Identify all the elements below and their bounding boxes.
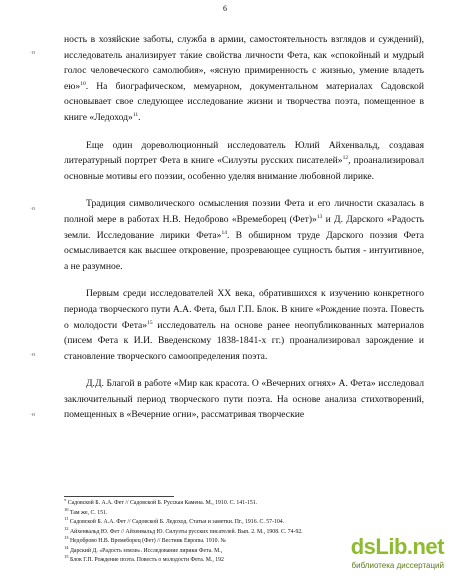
- paragraph: ность в хозяйские заботы, служба в армии, самостоятельность взглядов и суждений), исследователь анализирует та́кие свойства личности Фета, как «спокойный и мудрый голос человеческого самолюбия», «ясную примиренность с жизнью, умение владеть ею»$^{10}$. На биографическом, мемуарном, документальном материалах Садовской основывает свое следующее исследование жизни и творчества поэта, помещенное в книге «Ледоход»$^{11}$.: [64, 34, 424, 123]
- footnote: $^{10}$ Там же, С. 151.: [64, 506, 108, 516]
- footnote: $^{15}$ Блок Г.П. Рождение поэта. Повесть о молодости Фета. М., 192: [64, 554, 224, 563]
- margin-mark: ·o: [30, 412, 35, 418]
- margin-mark: ·o: [30, 206, 35, 212]
- page-number: 6: [223, 4, 227, 13]
- margin-mark: ·o: [30, 50, 35, 56]
- margin-mark: ·o: [30, 352, 35, 358]
- watermark-logo: dsLib.net: [350, 534, 444, 559]
- watermark[interactable]: [324, 534, 444, 576]
- watermark-tagline: библиотека диссертаций: [351, 561, 444, 570]
- footnote: $^{11}$ Садовской Б. А.А. Фет // Садовской Б. Ледоход. Статьи и заметки. Пг., 1916. С. 57-104.: [64, 516, 285, 525]
- footnote-divider: [64, 496, 174, 497]
- paragraph: Д.Д. Благой в работе «Мир как красота. О «Вечерних огнях» А. Фета» исследовал заключительный период творческого пути поэта. На основе анализа стихотворений, помещенных в «Вечерние огни», рассматривая творческие: [64, 378, 424, 421]
- body-text: [64, 32, 424, 435]
- paragraph: Еще один дореволюционный исследователь Юлий Айхенвальд, создавая литературный портрет Фета в книге «Силуэты русских писателей»$^{12}$, проанализировал основные мотивы его поэзии, особенно уделяя внимание любовной лирике.: [64, 139, 424, 182]
- footnote: $^{12}$ Айхенвальд Ю. Фет // Айхенвальд Ю. Силуэты русских писателей. Вып. 2. М., 1908. С. 74-92.: [64, 525, 303, 535]
- footnote: $^{14}$ Дарский Д. «Радость земли». Исследование лирики Фета. М.,: [64, 544, 223, 554]
- paragraph: Первым среди исследователей XX века, обратившихся к изучению конкретного периода творческого пути А.А. Фета, был Г.П. Блок. В книге «Рождение поэта. Повесть о молодости Фета»$^{15}$ исследователь на основе ранее неопубликованных материалов (писем Фета к И.И. Введенскому 1838-1841-х гг.) проанализировал зарождение и становление творческого самоопределения поэта.: [64, 288, 424, 362]
- footnote: $^{13}$ Недоброво Н.В. Времеборец (Фет) // Вестник Европы. 1910. №: [64, 535, 226, 544]
- paragraph: Традиция символического осмысления поэзии Фета и его личности сказалась в полной мере в работах Н.В. Недоброво «Времеборец (Фет)»$^{13}$ и Д. Дарского «Радость земли. Исследование лирики Фета»$^{14}$. В обширном труде Дарского поэзия Фета осмысливается как высшее откровение, прозревающее сущность бытия - интуитивное, а не разумное.: [64, 198, 425, 272]
- footnote: $^9$ Садовской Б. А.А. Фет // Садовской Б. Русская Камена. М., 1910. С. 141-151.: [64, 499, 258, 506]
